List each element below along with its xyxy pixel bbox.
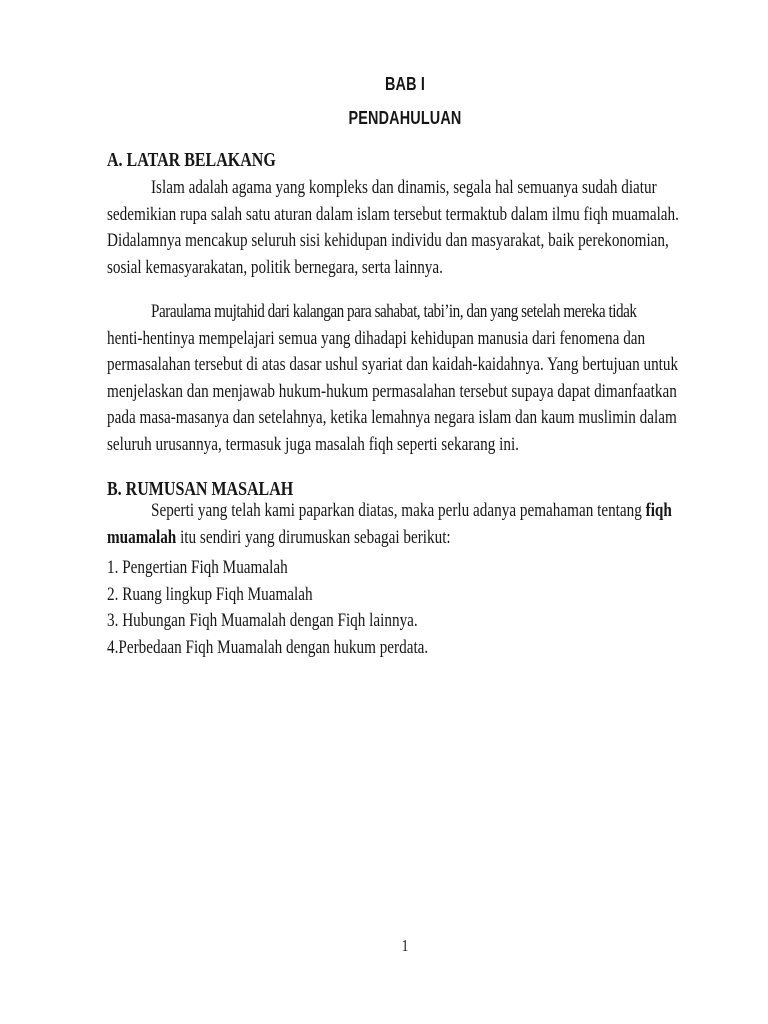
text-line: menjelaskan dan menjawab hukum-hukum permasalahan tersebut supaya dapat dimanfaatkan: [107, 380, 677, 402]
rumusan-masalah-list: [107, 555, 703, 661]
text-line: henti-hentinya mempelajari semua yang dihadapi kehidupan manusia dari fenomena dan: [107, 327, 646, 349]
section-a-heading: A. LATAR BELAKANG: [107, 149, 276, 171]
chapter-title: BAB I: [385, 74, 425, 94]
section-b-heading: B. RUMUSAN MASALAH: [107, 478, 294, 500]
text-line: permasalahan tersebut di atas dasar ushul syariat dan kaidah-kaidahnya. Yang bertujuan untuk: [107, 354, 679, 376]
paragraph-latar-belakang: [107, 175, 703, 281]
text-line: seluruh urusannya, termasuk juga masalah fiqh seperti sekarang ini.: [107, 433, 519, 455]
text-line: Didalamnya mencakup seluruh sisi kehidupan individu dan masyarakat, baik perekonomian,: [107, 230, 669, 252]
text-line: Paraulama mujtahid dari kalangan para sahabat, tabi’in, dan yang setelah mereka tidak: [151, 301, 637, 322]
bold-text-run: muamalah: [107, 526, 177, 548]
chapter-subtitle: PENDAHULUAN: [348, 108, 462, 128]
text-line: [107, 525, 703, 552]
text-run: Seperti yang telah kami paparkan diatas, maka perlu adanya pemahaman tentang: [151, 500, 646, 521]
text-run: itu sendiri yang dirumuskan sebagai berikut:: [176, 526, 451, 548]
list-item: 4.Perbedaan Fiqh Muamalah dengan hukum perdata.: [107, 636, 429, 658]
list-item: 2. Ruang lingkup Fiqh Muamalah: [107, 583, 313, 605]
list-item: 1. Pengertian Fiqh Muamalah: [107, 557, 288, 578]
list-item: 3. Hubungan Fiqh Muamalah dengan Fiqh lainnya.: [107, 610, 418, 632]
bold-text-run: fiqh: [645, 500, 672, 521]
paragraph-rumusan: [107, 498, 703, 551]
text-line: sedemikian rupa salah satu aturan dalam islam tersebut termaktub dalam ilmu fiqh muamalah.: [107, 203, 679, 225]
page-number: 1: [401, 936, 409, 955]
text-line: [107, 498, 703, 525]
text-line: pada masa-masanya dan setelahnya, ketika lemahnya negara islam dan kaum muslimin dalam: [107, 407, 677, 429]
text-line: sosial kemasyarakatan, politik bernegara, serta lainnya.: [107, 256, 443, 278]
text-line: Islam adalah agama yang kompleks dan dinamis, segala hal semuanya sudah diatur: [151, 177, 657, 198]
paragraph-para-ulama: [107, 299, 703, 459]
